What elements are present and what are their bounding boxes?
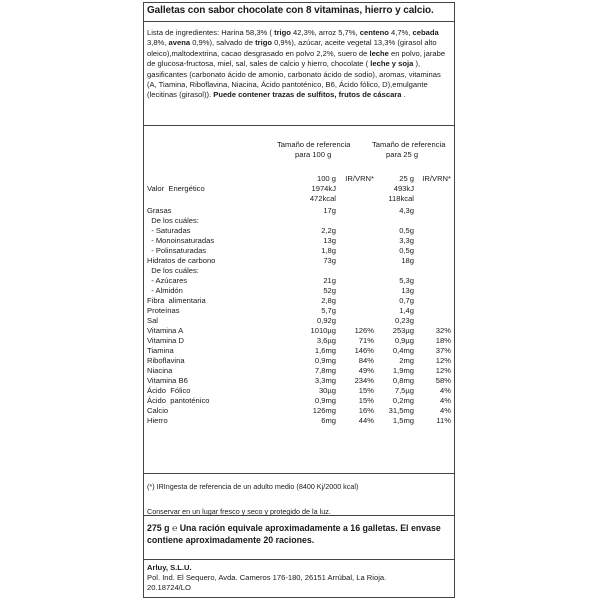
nutrition-label (143, 2, 455, 598)
allergen-text: centeno (359, 28, 389, 37)
nutrient-name: Ácido pantoténico (147, 396, 210, 405)
ref-100-line1: Tamaño de referencia (277, 140, 351, 149)
product-title: Galletas con sabor chocolate con 8 vitaminas, hierro y calcio. (147, 5, 434, 16)
estimated-sign-icon: ℮ (171, 523, 178, 533)
reference-box (144, 473, 454, 515)
value-100g: 0,9mg (314, 396, 336, 405)
value-25g: 0,7g (399, 296, 414, 305)
value-100g: 52g (323, 286, 336, 295)
ir-100g: 234% (354, 376, 374, 385)
portion-box (144, 515, 454, 559)
nutrient-name: - Polinsaturadas (147, 246, 207, 255)
col-header-ir-100: IR/VRN* (345, 174, 374, 183)
ref-25-line1: Tamaño de referencia (372, 140, 446, 149)
value-25g: 1,4g (399, 306, 414, 315)
nutrient-name: - Almidón (147, 286, 183, 295)
ir-25g: 4% (440, 396, 451, 405)
ir-100g: 146% (354, 346, 374, 355)
value-100g: 126mg (312, 406, 336, 415)
ir-100g: 126% (354, 326, 374, 335)
ir-100g: 84% (358, 356, 374, 365)
col-header-25g: 25 g (399, 174, 414, 183)
value-100g: 3,3mg (314, 376, 336, 385)
ingredient-text: 0,9%), azúcar, aceite vegetal 13,3% (girasol alto oleico),maltodextrina, cacao desgrasado en polvo 2,2%, suero de (147, 38, 437, 58)
value-25g: 5,3g (399, 276, 414, 285)
ingredient-text: 3,8%, (147, 38, 169, 48)
allergen-text: leche (369, 48, 389, 58)
value-25g: 1,5mg (392, 416, 414, 425)
ref-100-header (277, 140, 350, 160)
value-100g: 73g (323, 256, 336, 265)
manufacturer-name: Arluy, S.L.U. (147, 563, 192, 572)
nutrition-table (144, 125, 454, 473)
nutrient-name: Riboflavina (147, 356, 185, 365)
ingredient-text: . (401, 90, 406, 100)
value-25g: 0,23g (394, 316, 414, 325)
nutrient-name: Vitamina D (147, 336, 185, 345)
value-100g: 1,8g (321, 246, 336, 255)
value-100g: 1,6mg (314, 346, 336, 355)
allergen-text: trigo (274, 28, 291, 37)
value-25g: 3,3g (399, 236, 414, 245)
col-header-100g: 100 g (316, 174, 336, 183)
value-100g: 2,8g (321, 296, 336, 305)
value-25g: 7,5µg (394, 386, 414, 395)
value-25g: 18g (401, 256, 414, 265)
value-100g: 1974kJ (311, 184, 336, 193)
allergen-text: trigo (255, 38, 272, 48)
value-100g: 2,2g (321, 226, 336, 235)
allergen-text: avena (168, 38, 191, 48)
ingredient-text: en polvo, jarabe de glucosa-fructosa, miel, sal, sales de calcio y hierro, chocolate ( (147, 48, 446, 69)
ingredient-text: ), gasificantes (carbonato ácido de amonio, carbonato ácido de sodio), aromas, vitaminas (A, Tiamina, Riboflavina, Niacina, Ácido pantoténico, B6, Ácido fólico, D),emulgante (lecitinas (girasol)). (147, 59, 441, 100)
value-25g: 0,9µg (394, 336, 414, 345)
ir-100g: 44% (358, 416, 374, 425)
ingredients-list (144, 21, 454, 125)
value-100g: 21g (323, 276, 336, 285)
value-100g: 472kcal (309, 194, 336, 203)
value-25g: 0,2mg (392, 396, 414, 405)
value-25g: 493kJ (393, 184, 414, 193)
value-25g: 0,8mg (392, 376, 414, 385)
value-100g: 7,8mg (314, 366, 336, 375)
nutrient-name: Proteínas (147, 306, 180, 315)
storage-instructions: Conservar en un lugar fresco y seco y protegido de la luz. (147, 507, 331, 515)
manufacturer-address: Pol. Ind. El Sequero, Avda. Cameros 176-180, 26151 Arrúbal, La Rioja. (147, 573, 387, 582)
nutrient-name: - Monoinsaturadas (147, 236, 215, 245)
ref-25-header (372, 140, 445, 160)
value-100g: 3,6µg (316, 336, 336, 345)
ingredient-text: 4,7%, (388, 28, 413, 37)
value-100g: 0,9mg (314, 356, 336, 365)
value-100g: 17g (323, 206, 336, 215)
nutrient-name: Ácido Fólico (147, 386, 191, 395)
allergen-text: cebada (412, 28, 439, 37)
ir-25g: 18% (435, 336, 451, 345)
value-25g: 4,3g (399, 206, 414, 215)
ir-25g: 37% (435, 346, 451, 355)
ingredient-text: Lista de ingredientes: Harina 58,3% ( (147, 28, 275, 37)
ir-25g: 4% (440, 386, 451, 395)
value-25g: 1,9mg (392, 366, 414, 375)
value-25g: 253µg (392, 326, 414, 335)
reference-note: (*) IRIngesta de referencia de un adulto medio (8400 Kj/2000 kcal) (147, 482, 359, 491)
nutrient-name: Vitamina A (147, 326, 184, 335)
portion-text: Una ración equivale aproximadamente a 16 galletas. El envase contiene aproximadamente 20 raciones. (147, 523, 441, 545)
nutrient-name: Grasas (147, 206, 172, 215)
ir-25g: 12% (435, 366, 451, 375)
ir-100g: 71% (358, 336, 374, 345)
ir-100g: 15% (358, 386, 374, 395)
nutrient-name: Sal (147, 316, 158, 325)
ir-25g: 11% (436, 416, 451, 425)
col-header-ir-25: IR/VRN* (422, 174, 451, 183)
value-25g: 0,4mg (392, 346, 414, 355)
nutrient-name: Hierro (147, 416, 168, 425)
ref-100-line2: para 100 g (295, 150, 332, 159)
nutrient-name: Hidratos de carbono (147, 256, 216, 265)
value-100g: 6mg (321, 416, 336, 425)
value-100g: 1010µg (310, 326, 336, 335)
allergen-text: Puede contener trazas de sulfitos, frutos de cáscara (213, 90, 402, 100)
nutrient-name: Calcio (147, 406, 169, 415)
ir-100g: 16% (358, 406, 374, 415)
ir-100g: 15% (358, 396, 374, 405)
nutrient-name: Tiamina (147, 346, 174, 355)
nutrient-name: Fibra alimentaria (147, 296, 206, 305)
nutrient-name: De los cuáles: (147, 266, 199, 275)
ir-100g: 49% (358, 366, 374, 375)
nutrient-name: De los cuáles: (147, 216, 199, 225)
nutrient-name: - Saturadas (147, 226, 191, 235)
value-100g: 0,92g (316, 316, 336, 325)
value-25g: 31,5mg (388, 406, 414, 415)
value-25g: 2mg (399, 356, 414, 365)
allergen-text: leche y soja (370, 59, 414, 69)
ref-25-line2: para 25 g (386, 150, 419, 159)
ir-25g: 32% (435, 326, 451, 335)
value-25g: 13g (401, 286, 414, 295)
value-100g: 13g (323, 236, 336, 245)
manufacturer-registry: 20.18724/LO (147, 583, 191, 592)
value-25g: 118kcal (388, 194, 414, 203)
ingredient-text: 0,9%), salvado de (190, 38, 256, 48)
value-25g: 0,5g (399, 226, 414, 235)
value-100g: 30µg (318, 386, 336, 395)
manufacturer-box (144, 559, 454, 599)
ir-25g: 58% (435, 376, 451, 385)
value-100g: 5,7g (321, 306, 336, 315)
ir-25g: 4% (440, 406, 451, 415)
value-25g: 0,5g (399, 246, 414, 255)
nutrient-name: Niacina (147, 366, 173, 375)
nutrient-name: - Azúcares (147, 276, 188, 285)
ir-25g: 12% (435, 356, 451, 365)
ingredient-text: 42,3%, arroz 5,7%, (290, 28, 360, 37)
nutrient-name: Vitamina B6 (147, 376, 188, 385)
net-quantity: 275 g (147, 523, 170, 533)
nutrient-name: Valor Energético (147, 184, 205, 193)
